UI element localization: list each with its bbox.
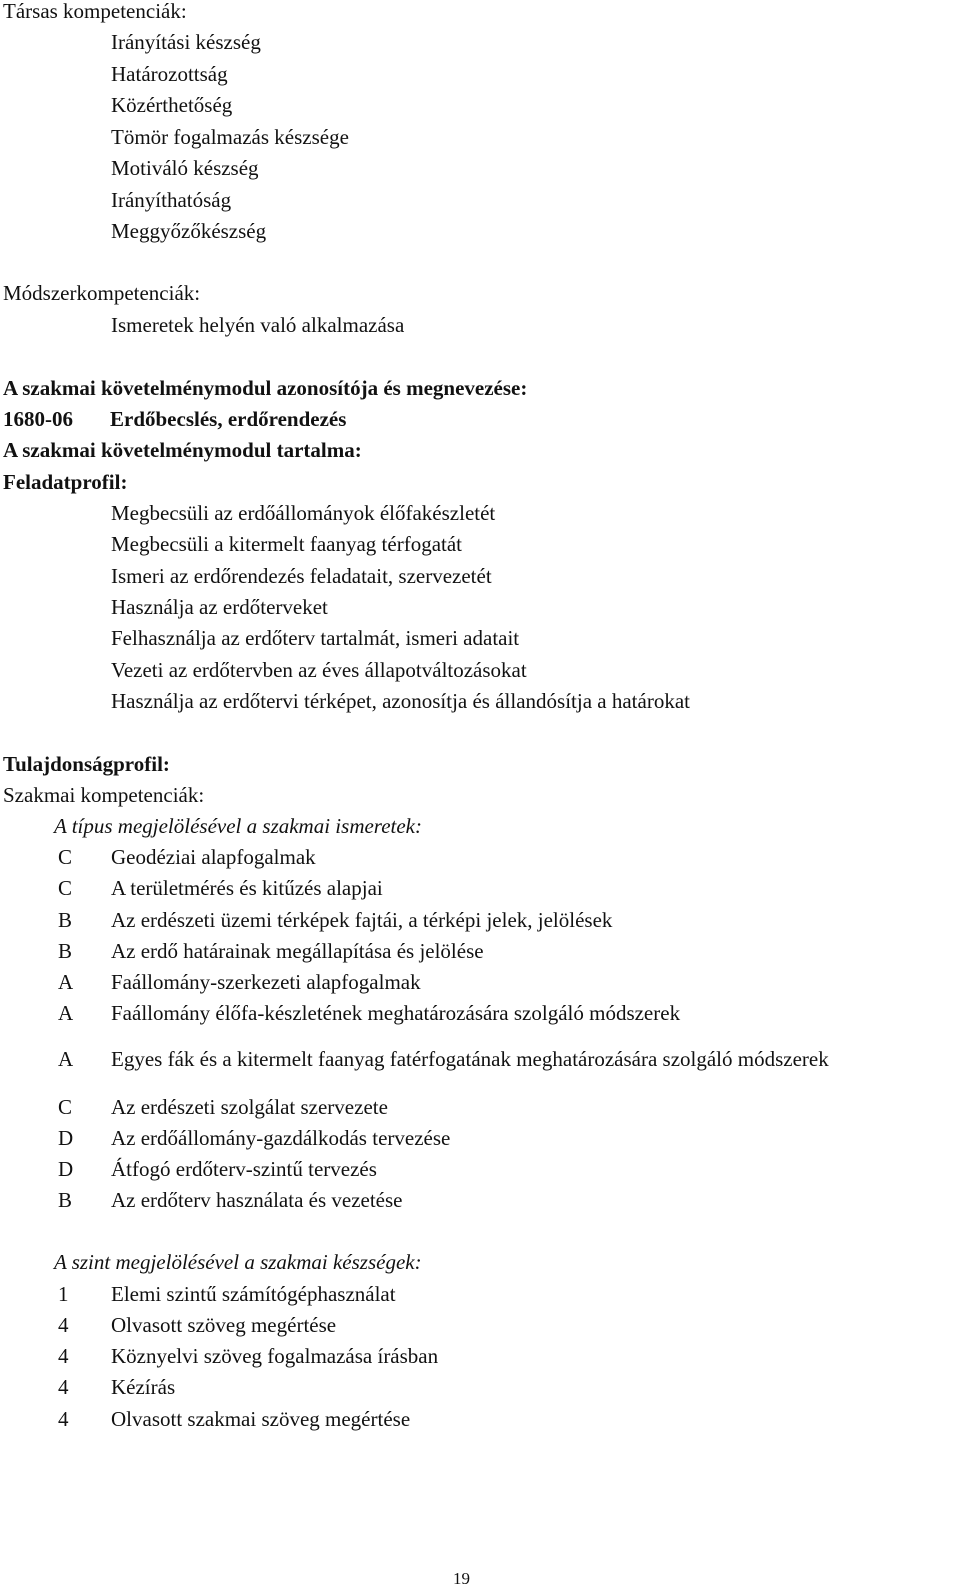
type-code: A [58, 1047, 74, 1071]
szakmai-kompetenciak-heading: Szakmai kompetenciák: [3, 783, 205, 807]
module-content-heading: A szakmai követelménymodul tartalma: [3, 438, 362, 462]
list-item: Irányíthatóság [111, 188, 232, 212]
list-item: Használja az erdőterveket [111, 595, 328, 619]
list-item: Közérthetőség [111, 93, 233, 117]
list-item: Az erdőállomány-gazdálkodás tervezése [111, 1126, 451, 1150]
list-item: Átfogó erdőterv-szintű tervezés [111, 1157, 377, 1181]
list-item: Elemi szintű számítógéphasználat [111, 1282, 396, 1306]
tulajdonsagprofil-heading: Tulajdonságprofil: [3, 752, 170, 776]
level-code: 4 [58, 1407, 69, 1431]
list-item: Használja az erdőtervi térképet, azonosítja és állandósítja a határokat [111, 689, 690, 713]
list-item: Az erdészeti szolgálat szervezete [111, 1095, 388, 1119]
section-heading-modszer: Módszerkompetenciák: [3, 281, 201, 305]
level-code: 4 [58, 1313, 69, 1337]
type-code: C [58, 845, 73, 869]
list-item: Faállomány-szerkezeti alapfogalmak [111, 970, 421, 994]
type-code: B [58, 939, 73, 963]
level-code: 1 [58, 1282, 69, 1306]
list-item: Faállomány élőfa-készletének meghatározására szolgáló módszerek [111, 1001, 681, 1025]
list-item: Olvasott szöveg megértése [111, 1313, 337, 1337]
type-code: B [58, 908, 73, 932]
keszsegek-heading: A szint megjelölésével a szakmai készségek: [54, 1250, 422, 1274]
list-item: Meggyőzőkészség [111, 219, 267, 243]
list-item: Egyes fák és a kitermelt faanyag fatérfogatának meghatározására szolgáló módszerek [111, 1047, 829, 1071]
list-item: Köznyelvi szöveg fogalmazása írásban [111, 1344, 439, 1368]
list-item: Olvasott szakmai szöveg megértése [111, 1407, 411, 1431]
type-code: C [58, 1095, 73, 1119]
list-item: Vezeti az erdőtervben az éves állapotváltozásokat [111, 658, 527, 682]
list-item: Geodéziai alapfogalmak [111, 845, 316, 869]
list-item: Az erdőterv használata és vezetése [111, 1188, 403, 1212]
type-code: A [58, 970, 74, 994]
list-item: Irányítási készség [111, 30, 261, 54]
feladatprofil-heading: Feladatprofil: [3, 470, 128, 494]
section-heading-tarsas: Társas kompetenciák: [3, 0, 187, 23]
list-item: Ismeretek helyén való alkalmazása [111, 313, 405, 337]
list-item: Határozottság [111, 62, 228, 86]
list-item: Motiváló készség [111, 156, 259, 180]
module-code: 1680-06 [3, 407, 73, 431]
type-code: B [58, 1188, 73, 1212]
list-item: Tömör fogalmazás készsége [111, 125, 349, 149]
list-item: Az erdészeti üzemi térképek fajtái, a térképi jelek, jelölések [111, 908, 613, 932]
list-item: Felhasználja az erdőterv tartalmát, ismeri adatait [111, 626, 520, 650]
type-code: C [58, 876, 73, 900]
list-item: Megbecsüli a kitermelt faanyag térfogatát [111, 532, 463, 556]
list-item: Megbecsüli az erdőállományok élőfakészletét [111, 501, 496, 525]
module-name: Erdőbecslés, erdőrendezés [110, 407, 347, 431]
level-code: 4 [58, 1344, 69, 1368]
list-item: Kézírás [111, 1375, 176, 1399]
type-code: D [58, 1126, 74, 1150]
list-item: Az erdő határainak megállapítása és jelölése [111, 939, 484, 963]
list-item: Ismeri az erdőrendezés feladatait, szervezetét [111, 564, 492, 588]
type-code: D [58, 1157, 74, 1181]
level-code: 4 [58, 1375, 69, 1399]
ismeretek-heading: A típus megjelölésével a szakmai ismeretek: [54, 814, 422, 838]
list-item: A területmérés és kitűzés alapjai [111, 876, 383, 900]
page-number: 19 [453, 1569, 470, 1588]
module-id-heading: A szakmai követelménymodul azonosítója és megnevezése: [3, 376, 528, 400]
type-code: A [58, 1001, 74, 1025]
